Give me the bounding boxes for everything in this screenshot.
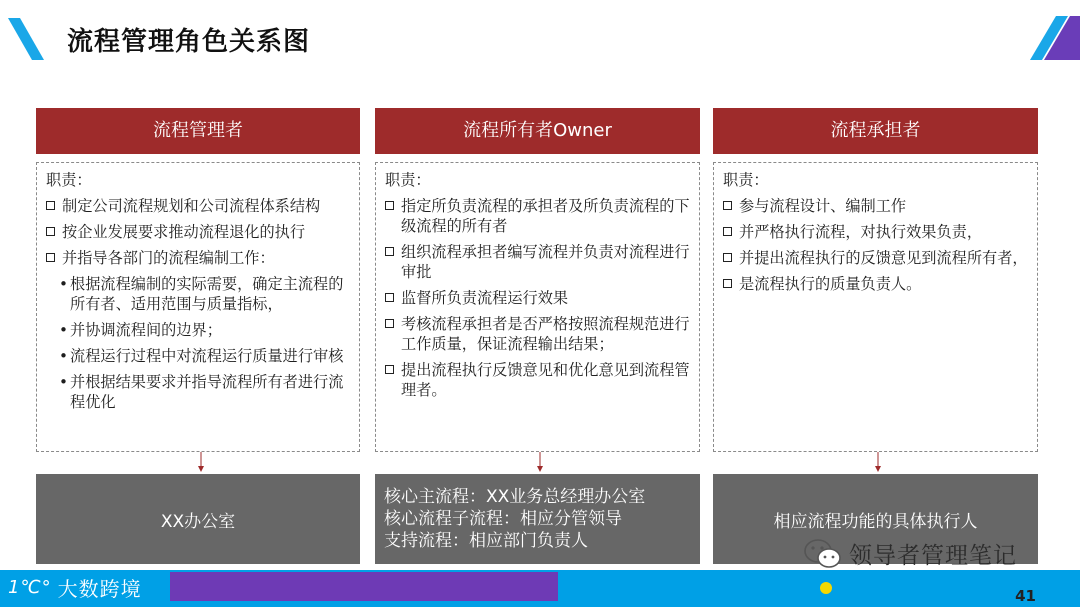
result-box-process-executor: 相应流程功能的具体执行人 bbox=[713, 474, 1038, 564]
hollow-square-bullet-icon bbox=[385, 365, 394, 374]
hollow-square-bullet-icon bbox=[723, 227, 732, 236]
duty-sub-item: • 并根据结果要求并指导流程所有者进行流程优化 bbox=[59, 373, 344, 411]
duty-item: 制定公司流程规划和公司流程体系结构 bbox=[46, 196, 350, 216]
duty-item: 并指导各部门的流程编制工作： bbox=[46, 248, 350, 268]
hollow-square-bullet-icon bbox=[46, 253, 55, 262]
blue-purple-parallelogram-icon bbox=[1030, 16, 1080, 60]
down-arrow-icon bbox=[536, 452, 544, 472]
footer-logo bbox=[8, 572, 142, 602]
hollow-square-bullet-icon bbox=[385, 319, 394, 328]
result-box-process-manager: XX办公室 bbox=[36, 474, 360, 564]
duty-item: 指定所负责流程的承担者及所负责流程的下级流程的所有者 bbox=[385, 196, 690, 236]
logo-mark-icon: 1℃° bbox=[8, 576, 52, 598]
hollow-square-bullet-icon bbox=[723, 201, 732, 210]
duty-sub-item: • 根据流程编制的实际需要，确定主流程的所有者、适用范围与质量指标， bbox=[59, 275, 344, 313]
hollow-square-bullet-icon bbox=[723, 279, 732, 288]
duties-box-process-manager bbox=[36, 162, 360, 452]
wechat-icon bbox=[803, 538, 843, 570]
duties-box-process-owner bbox=[375, 162, 700, 452]
duty-item: 并提出流程执行的反馈意见到流程所有者， bbox=[723, 248, 1028, 268]
duty-label: 职责： bbox=[385, 171, 431, 189]
duty-item: 并严格执行流程，对执行效果负责， bbox=[723, 222, 1028, 242]
footer-accent-block bbox=[170, 572, 558, 601]
duty-item: 是流程执行的质量负责人。 bbox=[723, 274, 1028, 294]
bullet-dot-icon: • bbox=[59, 347, 68, 365]
watermark-text: 领导者管理笔记 bbox=[849, 543, 1017, 569]
column-header-process-executor: 流程承担者 bbox=[713, 108, 1038, 154]
duty-label: 职责： bbox=[46, 171, 92, 189]
page-number: 41 bbox=[1015, 587, 1036, 605]
hollow-square-bullet-icon bbox=[385, 293, 394, 302]
duty-sub-item: • 并协调流程间的边界； bbox=[59, 321, 222, 339]
page-title: 流程管理角色关系图 bbox=[67, 27, 311, 57]
duty-item: 按企业发展要求推动流程退化的执行 bbox=[46, 222, 350, 242]
duty-item: 监督所负责流程运行效果 bbox=[385, 288, 690, 308]
watermark bbox=[803, 537, 1017, 570]
hollow-square-bullet-icon bbox=[46, 201, 55, 210]
result-box-process-owner: 核心主流程：XX业务总经理办公室 核心流程子流程：相应分管领导 支持流程：相应部门负责人 bbox=[375, 474, 700, 564]
blue-slash-icon bbox=[8, 18, 44, 60]
duty-item: 考核流程承担者是否严格按照流程规范进行工作质量，保证流程输出结果； bbox=[385, 314, 690, 354]
bullet-dot-icon: • bbox=[59, 373, 68, 391]
column-header-process-manager: 流程管理者 bbox=[36, 108, 360, 154]
duty-sub-item: • 流程运行过程中对流程运行质量进行审核 bbox=[59, 347, 344, 365]
hollow-square-bullet-icon bbox=[46, 227, 55, 236]
duty-item: 提出流程执行反馈意见和优化意见到流程管理者。 bbox=[385, 360, 690, 400]
duties-box-process-executor bbox=[713, 162, 1038, 452]
yellow-dot-icon bbox=[820, 582, 832, 594]
bullet-dot-icon: • bbox=[59, 321, 68, 339]
hollow-square-bullet-icon bbox=[385, 247, 394, 256]
column-header-process-owner: 流程所有者Owner bbox=[375, 108, 700, 154]
logo-text: 大数跨境 bbox=[57, 576, 142, 601]
down-arrow-icon bbox=[874, 452, 882, 472]
bullet-dot-icon: • bbox=[59, 275, 68, 293]
hollow-square-bullet-icon bbox=[385, 201, 394, 210]
duty-item: 参与流程设计、编制工作 bbox=[723, 196, 1028, 216]
hollow-square-bullet-icon bbox=[723, 253, 732, 262]
duty-item: 组织流程承担者编写流程并负责对流程进行审批 bbox=[385, 242, 690, 282]
down-arrow-icon bbox=[197, 452, 205, 472]
duty-label: 职责： bbox=[723, 171, 769, 189]
